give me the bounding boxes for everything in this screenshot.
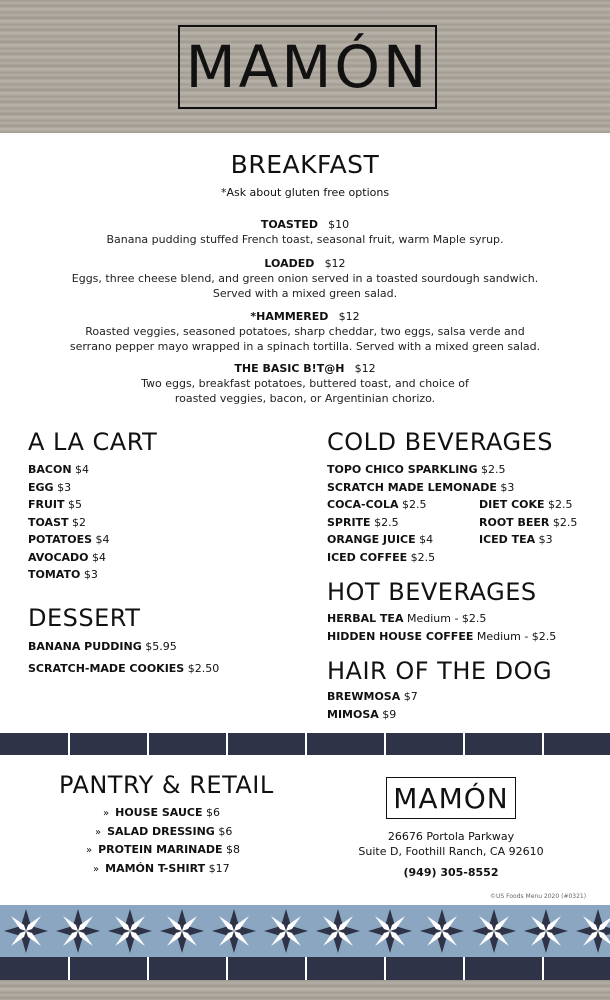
- menu-row: [28, 549, 110, 567]
- dessert-list: [28, 636, 219, 680]
- item-name: POTATOES: [28, 533, 93, 546]
- brand-logo-text: MAMÓN: [185, 33, 430, 101]
- item-name: COCA-COLA: [327, 498, 399, 511]
- brand-logo: [178, 25, 437, 109]
- item-name: TOAST: [28, 515, 69, 529]
- item-price: $12: [324, 257, 346, 270]
- brand-logo-small: [386, 777, 516, 819]
- menu-row: [28, 479, 110, 497]
- item-name: ICED COFFEE: [327, 550, 408, 564]
- item-price: $6: [218, 824, 233, 838]
- a-la-cart-heading: A LA CART: [28, 428, 158, 456]
- item-description: Served with a mixed green salad.: [212, 287, 398, 300]
- bullet-icon: »: [86, 845, 93, 856]
- item-price: $2.5: [410, 550, 436, 564]
- menu-row: [479, 514, 577, 532]
- tile-star-icon: [312, 905, 364, 957]
- hot-beverages-heading: HOT BEVERAGES: [327, 578, 537, 606]
- item-description: roasted veggies, bacon, or Argentinian chorizo.: [174, 392, 436, 405]
- item-price: $17: [208, 861, 230, 875]
- tile-star-icon: [260, 905, 312, 957]
- menu-row: [103, 804, 240, 823]
- decorative-band-bottom: [0, 957, 610, 980]
- item-name: SCRATCH MADE LEMONADE: [327, 480, 497, 494]
- item-name: MIMOSA: [327, 708, 379, 721]
- tile-star-icon: [208, 905, 260, 957]
- item-price: $3: [538, 533, 553, 546]
- item-description: Roasted veggies, seasoned potatoes, sharp cheddar, two eggs, salsa verde and: [85, 325, 525, 338]
- menu-row: [28, 658, 219, 680]
- item-price: $4: [95, 533, 110, 546]
- breakfast-item: [0, 213, 610, 247]
- tile-star-icon: [156, 905, 208, 957]
- item-price: $5.95: [145, 640, 177, 653]
- item-price: Medium - $2.5: [406, 612, 487, 625]
- item-price: $3: [83, 568, 98, 581]
- tile-star-icon: [416, 905, 468, 957]
- tile-star-icon: [52, 905, 104, 957]
- address-block: [340, 829, 562, 880]
- item-name: MAMÓN T-SHIRT: [105, 861, 206, 875]
- menu-row: [86, 841, 240, 860]
- item-name: SALAD DRESSING: [107, 824, 215, 838]
- gluten-free-note: *Ask about gluten free options: [220, 186, 390, 199]
- item-name: FRUIT: [28, 498, 65, 511]
- item-name: PROTEIN MARINADE: [98, 843, 223, 856]
- pantry-list: [86, 804, 241, 878]
- pantry-heading: PANTRY & RETAIL: [59, 771, 274, 799]
- item-price: $4: [92, 550, 107, 564]
- item-description: Banana pudding stuffed French toast, seasonal fruit, warm Maple syrup.: [106, 233, 504, 246]
- menu-row: [327, 688, 418, 706]
- menu-row: [28, 531, 110, 549]
- tile-star-icon: [0, 905, 52, 957]
- item-name: AVOCADO: [28, 550, 89, 564]
- item-name: SCRATCH-MADE COOKIES: [28, 662, 185, 675]
- cold-beverages-left-list: [327, 496, 435, 566]
- menu-row: [327, 496, 435, 514]
- menu-row: [327, 628, 556, 646]
- item-name: HOUSE SAUCE: [115, 806, 203, 819]
- item-description: Two eggs, breakfast potatoes, buttered toast, and choice of: [141, 377, 469, 390]
- item-price: $4: [419, 533, 434, 546]
- phone-number: (949) 305-8552: [403, 866, 499, 879]
- bullet-icon: »: [103, 808, 110, 819]
- dessert-heading: DESSERT: [28, 604, 141, 632]
- item-price: $3: [500, 480, 515, 494]
- a-la-cart-list: [28, 461, 110, 584]
- item-name: BREWMOSA: [327, 690, 401, 703]
- breakfast-item: [0, 252, 610, 301]
- item-name: THE BASIC B!T@H: [234, 362, 345, 375]
- cold-beverages-heading: COLD BEVERAGES: [327, 428, 554, 456]
- breakfast-item: [0, 357, 610, 406]
- address-line-1: 26676 Portola Parkway: [387, 830, 515, 843]
- item-name: ROOT BEER: [479, 515, 550, 529]
- item-name: DIET COKE: [479, 498, 545, 511]
- menu-row: [95, 823, 240, 842]
- item-name: SPRITE: [327, 515, 371, 529]
- brand-logo-small-text: MAMÓN: [393, 781, 509, 815]
- item-price: $10: [328, 218, 350, 231]
- item-price: $2.5: [552, 515, 578, 529]
- item-name: ICED TEA: [479, 533, 536, 546]
- item-price: $2.5: [481, 463, 506, 476]
- item-name: BANANA PUDDING: [28, 640, 142, 653]
- menu-row: [28, 514, 110, 532]
- decorative-tile-pattern: [0, 905, 610, 957]
- menu-row: [28, 566, 110, 584]
- item-price: Medium - $2.5: [476, 629, 557, 643]
- cold-beverages-full-list: [327, 461, 514, 496]
- item-description: Eggs, three cheese blend, and green onion served in a toasted sourdough sandwich.: [71, 272, 539, 285]
- item-price: $2.5: [402, 498, 427, 511]
- item-description: serrano pepper mayo wrapped in a spinach tortilla. Served with a mixed green salad.: [69, 340, 541, 353]
- item-name: *HAMMERED: [250, 310, 329, 323]
- item-name: ORANGE JUICE: [327, 533, 416, 546]
- hair-of-the-dog-list: [327, 688, 418, 724]
- menu-row: [479, 531, 577, 549]
- item-price: $2: [72, 515, 86, 529]
- hot-beverages-list: [327, 610, 556, 645]
- menu-row: [327, 706, 418, 724]
- item-price: $3: [57, 480, 72, 494]
- item-name: BACON: [28, 463, 72, 476]
- item-name: HIDDEN HOUSE COFFEE: [327, 629, 474, 643]
- copyright-label: ©US Foods Menu 2020: [490, 893, 560, 900]
- decorative-band-top: [0, 733, 610, 755]
- item-price: $6: [206, 806, 220, 819]
- menu-row: [28, 461, 110, 479]
- copyright-code: (#0321): [561, 893, 587, 900]
- tile-star-icon: [468, 905, 520, 957]
- hair-of-the-dog-heading: HAIR OF THE DOG: [327, 657, 553, 685]
- footer-wood-strip: [0, 980, 610, 1000]
- item-price: $5: [68, 498, 83, 511]
- item-name: EGG: [28, 480, 54, 494]
- menu-row: [28, 496, 110, 514]
- menu-row: [93, 860, 240, 879]
- menu-row: [327, 514, 435, 532]
- item-name: LOADED: [264, 257, 315, 270]
- item-price: $12: [354, 362, 376, 375]
- item-price: $12: [338, 310, 360, 323]
- item-price: $2.5: [374, 515, 399, 529]
- item-price: $2.5: [548, 498, 573, 511]
- item-name: TOPO CHICO SPARKLING: [327, 463, 478, 476]
- tile-star-icon: [572, 905, 610, 957]
- tile-star-icon: [520, 905, 572, 957]
- menu-row: [327, 610, 556, 628]
- copyright-text: [490, 893, 586, 900]
- item-name: TOASTED: [260, 218, 318, 231]
- cold-beverages-right-list: [479, 496, 577, 549]
- menu-row: [327, 549, 435, 567]
- menu-row: [327, 531, 435, 549]
- address-line-2: Suite D, Foothill Ranch, CA 92610: [358, 845, 544, 858]
- item-price: $9: [382, 708, 397, 721]
- bullet-icon: »: [93, 863, 100, 875]
- item-price: $4: [75, 463, 90, 476]
- item-name: HERBAL TEA: [327, 612, 404, 625]
- menu-row: [327, 479, 514, 497]
- breakfast-item: [0, 305, 610, 354]
- menu-row: [479, 496, 577, 514]
- menu-row: [28, 636, 219, 658]
- item-price: $2.50: [187, 662, 220, 675]
- breakfast-heading: BREAKFAST: [230, 150, 380, 179]
- item-price: $8: [226, 843, 241, 856]
- menu-row: [327, 461, 514, 479]
- tile-star-icon: [104, 905, 156, 957]
- item-name: TOMATO: [28, 568, 81, 581]
- bullet-icon: »: [95, 826, 102, 838]
- tile-star-icon: [364, 905, 416, 957]
- item-price: $7: [403, 690, 418, 703]
